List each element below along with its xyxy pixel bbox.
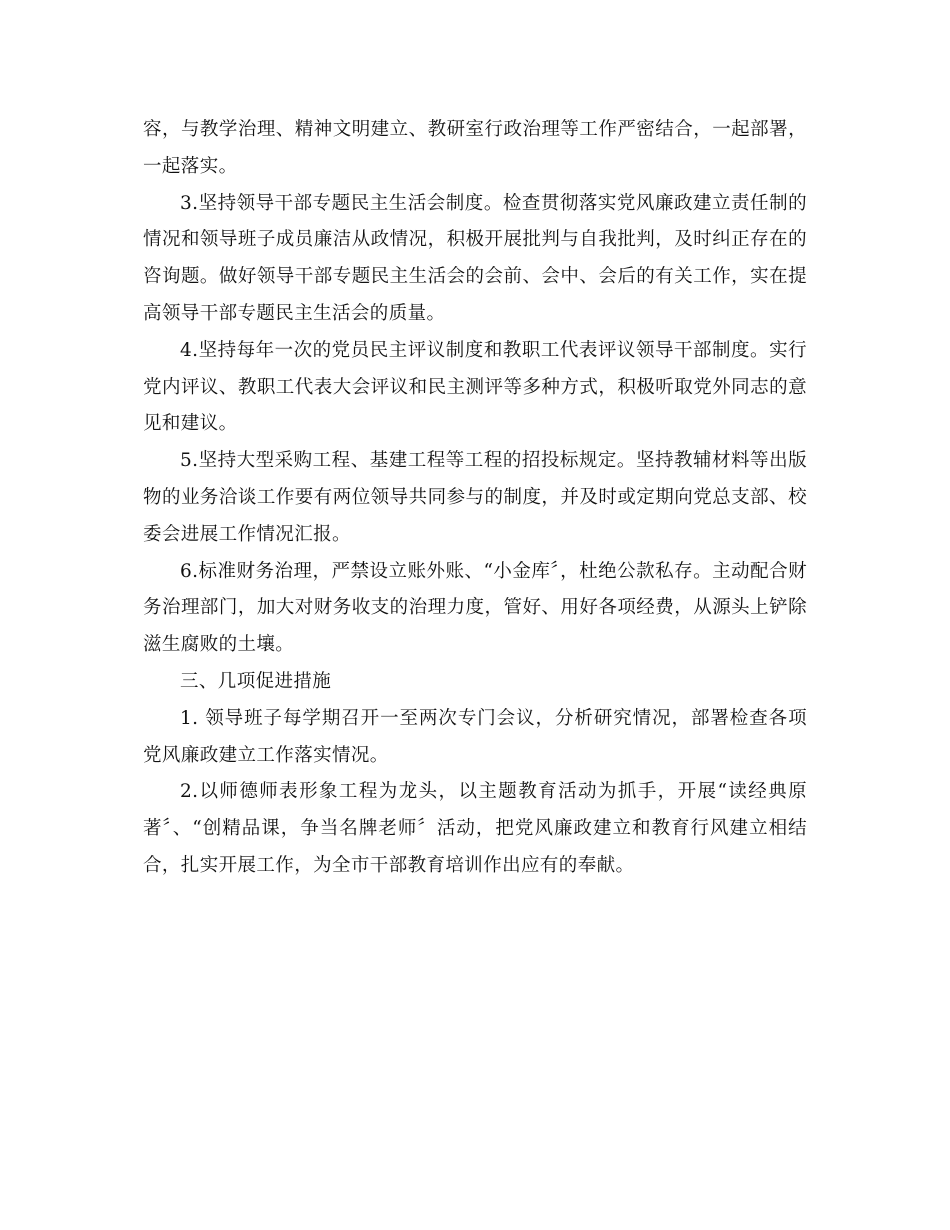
measure-item-2: 2.以师德师表形象工程为龙头，以主题教育活动为抓手，开展“读经典原著〞、“创精品课，争当名牌老师〞活动，把党风廉政建立和教育行风建立相结合，扎实开展工作，为全市干部教育培训作出应有的奉献。 xyxy=(143,781,807,876)
document-body xyxy=(143,112,807,885)
measure-item-1: 1. 领导班子每学期召开一至两次专门会议，分析研究情况，部署检查各项党风廉政建立工作落实情况。 xyxy=(143,707,807,766)
paragraph-item-3: 3.坚持领导干部专题民主生活会制度。检查贯彻落实党风廉政建立责任制的情况和领导班子成员廉洁从政情况，积极开展批判与自我批判，及时纠正存在的咨询题。做好领导干部专题民主生活会的会前、会中、会后的有关工作，实在提高领导干部专题民主生活会的质量。 xyxy=(143,192,807,324)
paragraph-continuation: 容，与教学治理、精神文明建立、教研室行政治理等工作严密结合，一起部署，一起落实。 xyxy=(143,119,807,177)
paragraph-item-4: 4.坚持每年一次的党员民主评议制度和教职工代表评议领导干部制度。实行党内评议、教职工代表大会评议和民主测评等多种方式，积极听取党外同志的意见和建议。 xyxy=(143,339,807,435)
paragraph-item-6: 6.标准财务治理，严禁设立账外账、“小金库〞，杜绝公款私存。主动配合财务治理部门，加大对财务收支的治理力度，管好、用好各项经费，从源头上铲除滋生腐败的土壤。 xyxy=(143,560,807,656)
paragraph-item-5: 5.坚持大型采购工程、基建工程等工程的招投标规定。坚持教辅材料等出版物的业务洽谈工作要有两位领导共同参与的制度，并及时或定期向党总支部、校委会进展工作情况汇报。 xyxy=(143,450,807,545)
section-heading: 三、几项促进措施 xyxy=(180,670,332,692)
